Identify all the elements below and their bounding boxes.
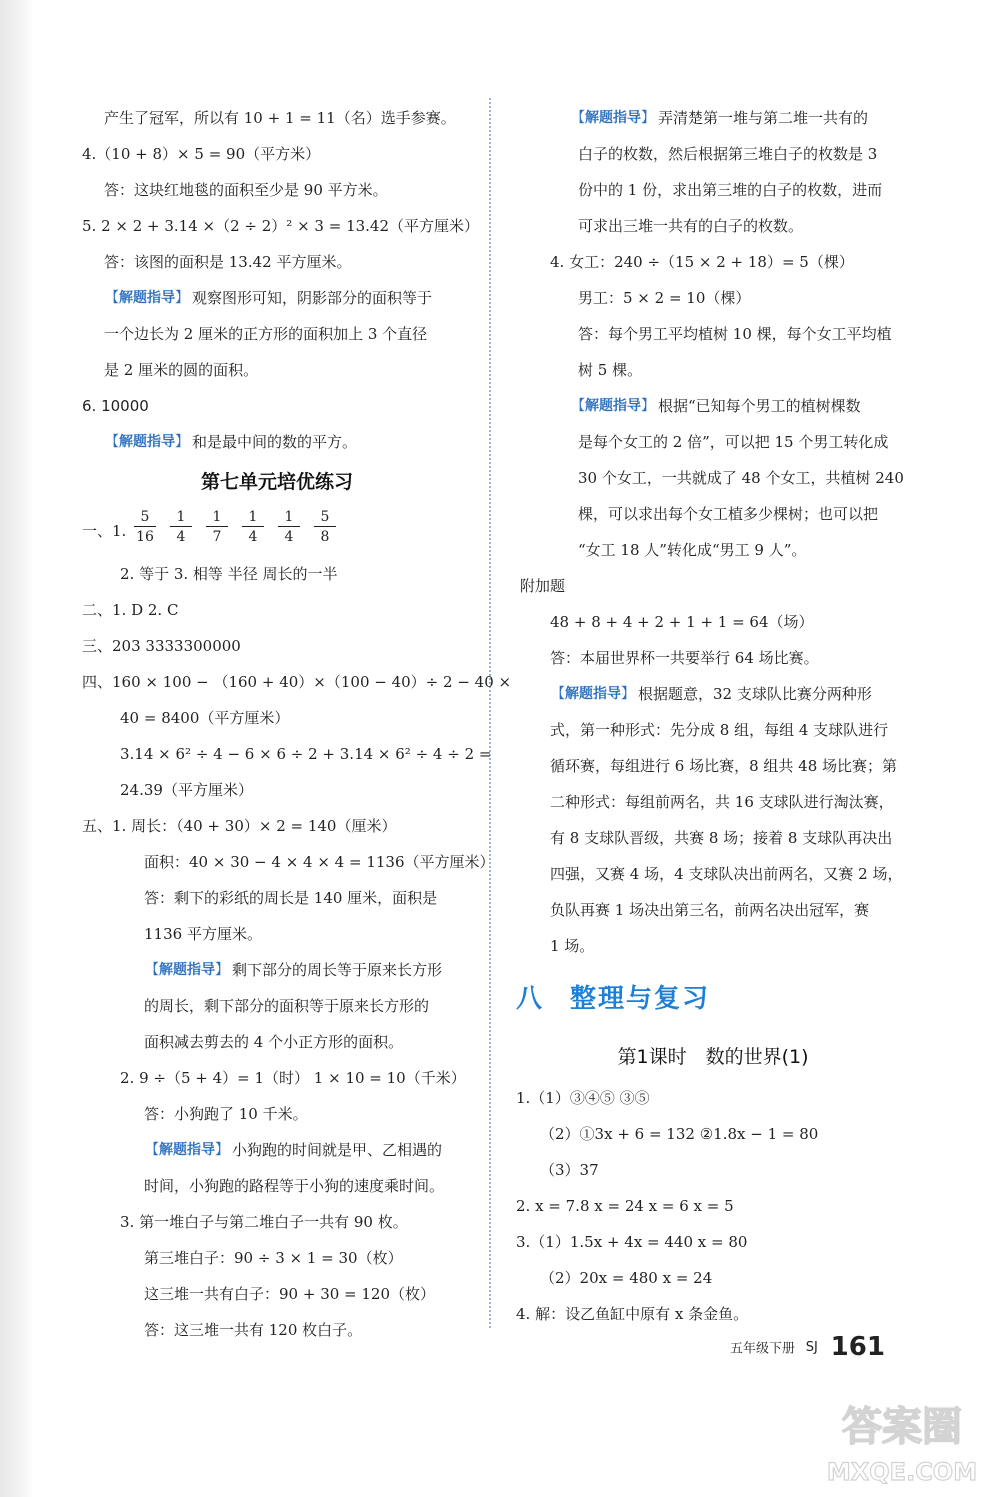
- answer-line: 三、203 3333300000: [82, 637, 241, 655]
- text-line: 可求出三堆一共有的白子的枚数。: [578, 217, 804, 235]
- text-line: 一个边长为 2 厘米的正方形的面积加上 3 个直径: [104, 325, 428, 343]
- answer-line: 二、1. D 2. C: [82, 601, 179, 619]
- answer-line: （2）①3x + 6 = 132 ②1.8x − 1 = 80: [540, 1125, 819, 1143]
- hint-tag: 【解题指导】: [571, 398, 655, 414]
- page-footer: [730, 1332, 910, 1368]
- hint-tag: 【解题指导】: [105, 434, 189, 450]
- text-line: 产生了冠军，所以有 10 + 1 = 11（名）选手参赛。: [104, 109, 456, 127]
- text-line: 答：这块红地毯的面积至少是 90 平方米。: [104, 181, 388, 199]
- text-line: 这三堆一共有白子：90 + 30 = 120（枚）: [144, 1285, 436, 1303]
- hint-tag: 【解题指导】: [571, 110, 655, 126]
- answer-line: 4. 女工：240 ÷（15 × 2 + 18）= 5（棵）: [550, 253, 854, 271]
- text-line: 棵，可以求出每个女工植多少棵树；也可以把: [578, 505, 879, 523]
- text-line: 1136 平方厘米。: [144, 925, 262, 943]
- answer-line: 1.（1）③④⑤ ③⑤: [516, 1089, 650, 1107]
- grade-label: 五年级下册: [730, 1341, 796, 1357]
- answer-line: 五、1. 周长：（40 + 30）× 2 = 140（厘米）: [82, 817, 397, 835]
- text-line: 答：剩下的彩纸的周长是 140 厘米，面积是: [144, 889, 438, 907]
- watermark-url: MXQE.COM: [826, 1458, 978, 1486]
- hint-tag: 【解题指导】: [551, 686, 635, 702]
- text-line: 式，第一种形式：先分成 8 组，每组 4 支球队进行: [550, 721, 889, 739]
- text-line: 负队再赛 1 场决出第三名，前两名决出冠军，赛: [550, 901, 870, 919]
- text-line: 1 场。: [550, 937, 595, 955]
- lesson-title: 第1课时 数的世界(1): [617, 1046, 809, 1068]
- hint-line: 【解题指导】 根据“已知每个男工的植树棵数: [571, 397, 861, 415]
- left-column: [82, 100, 512, 1348]
- text-line: 面积：40 × 30 − 4 × 4 × 4 = 1136（平方厘米）: [144, 853, 495, 871]
- text-line: 24.39（平方厘米）: [120, 781, 253, 799]
- text-line: 白子的枚数，然后根据第三堆白子的枚数是 3: [578, 145, 878, 163]
- text-line: 答：该图的面积是 13.42 平方厘米。: [104, 253, 352, 271]
- answer-line: 48 + 8 + 4 + 2 + 1 + 1 = 64（场）: [550, 613, 814, 631]
- text-line: 树 5 棵。: [578, 361, 643, 379]
- watermark-logo: [810, 1392, 995, 1492]
- answer-line: 2. 9 ÷（5 + 4）= 1（时） 1 × 10 = 10（千米）: [120, 1069, 466, 1087]
- answer-line: 2. 等于 3. 相等 半径 周长的一半: [120, 565, 338, 583]
- fraction: $\frac{1}{7}$: [206, 508, 228, 545]
- text-line: 面积减去剪去的 4 个小正方形的面积。: [144, 1033, 404, 1051]
- fraction: $\frac{5}{8}$: [314, 508, 336, 545]
- question-label: 一、1.: [82, 522, 127, 540]
- hint-tag: 【解题指导】: [105, 290, 189, 306]
- hint-line: 【解题指导】 和是最中间的数的平方。: [105, 433, 358, 451]
- hint-line: 【解题指导】 根据题意，32 支球队比赛分两种形: [551, 685, 872, 703]
- answer-line: 3.14 × 6² ÷ 4 − 6 × 6 ÷ 2 + 3.14 × 6² ÷ 4 ÷ 2 =: [120, 745, 492, 763]
- text-line: 40 = 8400（平方厘米）: [120, 709, 290, 727]
- hint-line: 【解题指导】 剩下部分的周长等于原来长方形: [145, 961, 443, 979]
- answer-line: 4. 解：设乙鱼缸中原有 x 条金鱼。: [516, 1305, 749, 1323]
- answer-line: 2. x = 7.8 x = 24 x = 6 x = 5: [516, 1197, 734, 1215]
- unit-heading: [516, 964, 910, 1034]
- answer-line: （2）20x = 480 x = 24: [540, 1269, 713, 1287]
- text-line: 是每个女工的 2 倍”，可以把 15 个男工转化成: [578, 433, 889, 451]
- text-line: 时间，小狗跑的路程等于小狗的速度乘时间。: [144, 1177, 445, 1195]
- answer-line: 5. 2 × 2 + 3.14 ×（2 ÷ 2）² × 3 = 13.42（平方厘米）: [82, 217, 480, 235]
- page-number: 161: [830, 1332, 885, 1362]
- text-line: 男工：5 × 2 = 10（棵）: [578, 289, 751, 307]
- column-divider: [489, 98, 491, 1328]
- unit-number: 八: [516, 984, 545, 1014]
- text-line: 30 个女工，一共就成了 48 个女工，共植树 240: [578, 469, 904, 487]
- text-line: 答：这三堆一共有 120 枚白子。: [144, 1321, 363, 1339]
- fraction-row: [82, 504, 472, 556]
- answer-line: 四、160 × 100 − （160 + 40）×（100 − 40）÷ 2 − 40 ×: [82, 673, 512, 691]
- hint-tag: 【解题指导】: [145, 1142, 229, 1158]
- answer-line: 6. 10000: [82, 397, 149, 415]
- hint-line: 【解题指导】 弄清楚第一堆与第二堆一共有的: [571, 109, 869, 127]
- fraction: $\frac{1}{4}$: [170, 508, 192, 545]
- text-line: 循环赛，每组进行 6 场比赛，8 组共 48 场比赛；第: [550, 757, 898, 775]
- text-line: 是 2 厘米的圆的面积。: [104, 361, 259, 379]
- book-binding-edge: [0, 0, 34, 1497]
- text-line: 有 8 支球队晋级，共赛 8 场；接着 8 支球队再决出: [550, 829, 893, 847]
- answer-line: 3.（1）1.5x + 4x = 440 x = 80: [516, 1233, 748, 1251]
- right-column: [516, 100, 910, 1332]
- text-line: “女工 18 人”转化成“男工 9 人”。: [578, 541, 807, 559]
- text-line: 份中的 1 份，求出第三堆的白子的枚数，进而: [578, 181, 883, 199]
- fraction: $\frac{5}{16}$: [134, 508, 156, 545]
- text-line: 四强，又赛 4 场，4 支球队决出前两名，又赛 2 场，: [550, 865, 903, 883]
- text-line: 答：小狗跑了 10 千米。: [144, 1105, 308, 1123]
- text-line: 答：本届世界杯一共要举行 64 场比赛。: [550, 649, 819, 667]
- watermark-text: 答案圈: [842, 1404, 962, 1450]
- hint-tag: 【解题指导】: [145, 962, 229, 978]
- fraction: $\frac{1}{4}$: [278, 508, 300, 545]
- text-line: 二种形式：每组前两名，共 16 支球队进行淘汰赛，: [550, 793, 894, 811]
- fraction: $\frac{1}{4}$: [242, 508, 264, 545]
- answer-line: （3）37: [540, 1161, 599, 1179]
- section-title: 第七单元培优练习: [200, 471, 353, 493]
- text-line: 的周长，剩下部分的面积等于原来长方形的: [144, 997, 430, 1015]
- unit-title: 整理与复习: [570, 984, 711, 1014]
- answer-line: 3. 第一堆白子与第二堆白子一共有 90 枚。: [120, 1213, 408, 1231]
- hint-line: 【解题指导】 小狗跑的时间就是甲、乙相遇的: [145, 1141, 443, 1159]
- edition-label: SJ: [805, 1339, 818, 1355]
- text-line: 答：每个男工平均植树 10 棵，每个女工平均植: [578, 325, 892, 343]
- answer-line: 4.（10 + 8）× 5 = 90（平方米）: [82, 145, 321, 163]
- bonus-heading: 附加题: [520, 577, 566, 595]
- text-line: 第三堆白子：90 ÷ 3 × 1 = 30（枚）: [144, 1249, 403, 1267]
- hint-line: 【解题指导】 观察图形可知，阴影部分的面积等于: [105, 289, 433, 307]
